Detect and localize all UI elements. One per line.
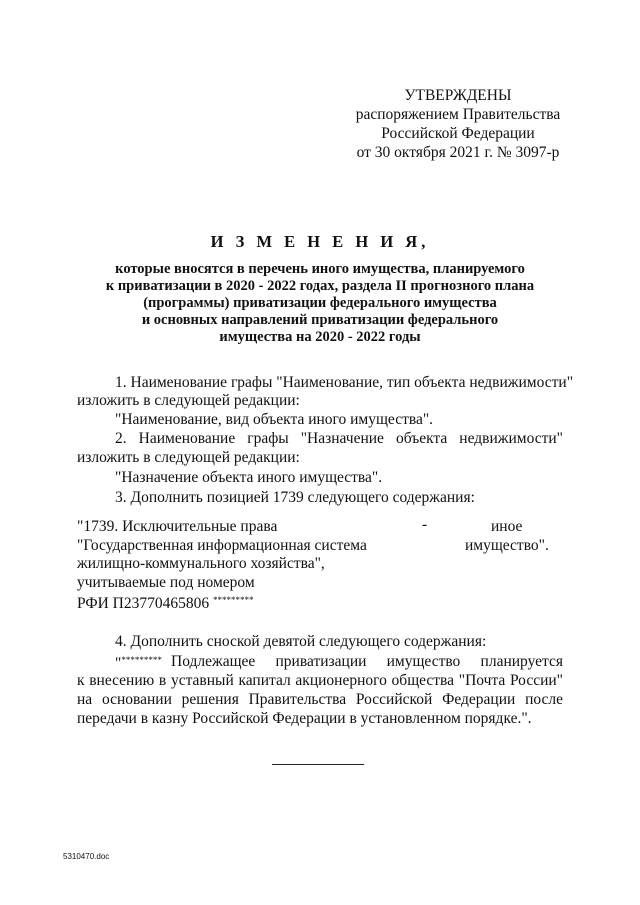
footnote-mark: ********* [121,655,162,665]
footnote-open-quote: " [115,655,122,672]
subtitle-line-2: к приватизации в 2020 - 2022 годах, раздела II прогнозного плана [105,278,535,294]
footnote-line-1: Подлежащее приватизации имущество планируется [171,653,563,670]
footnote-line-4: передачи в казну Российской Федерации в установленном порядке.". [77,710,532,727]
rfi-number: РФИ П23770465806 [77,595,210,612]
document-subtitle [60,261,580,346]
approval-line-2: Российской Федерации [381,125,535,142]
subtitle-line-4: и основных направлений приватизации федерального [141,312,499,328]
item-1-line-2: изложить в следующей редакции: [77,392,300,409]
item-4-line-1: 4. Дополнить сноской девятой следующего содержания: [115,633,487,650]
approval-line-1: распоряжением Правительства [355,106,561,123]
approval-line-3: от 30 октября 2021 г. № 3097-р [356,144,560,161]
position-type-line-2: имущество". [465,537,549,554]
closing-rule [272,764,364,765]
item-2-line-2: изложить в следующей редакции: [77,449,300,466]
approval-block [330,86,586,162]
subtitle-line-5: имущества на 2020 - 2022 годы [219,329,421,345]
footnote-line-3: на основании решения Правительства Российской Федерации после [77,691,563,708]
item-1-line-1: 1. Наименование графы "Наименование, тип объекта недвижимости" [115,374,574,391]
item-1-quote: "Наименование, вид объекта иного имущества". [115,411,434,428]
item-3-line-1: 3. Дополнить позицией 1739 следующего содержания: [115,489,475,506]
footnote-mark-group [115,651,162,674]
position-name-line-2: "Государственная информационная система [77,537,367,554]
document-id: 5310470.doc [63,852,110,861]
position-name-line-3: жилищно-коммунального хозяйства", [77,555,325,572]
position-name-line-1: "1739. Исключительные права [77,518,278,535]
position-type-line-1: иное [491,518,523,535]
subtitle-line-3: (программы) приватизации федерального имущества [143,295,497,311]
item-2-quote: "Назначение объекта иного имущества". [115,469,383,486]
position-name-line-4: учитываемые под номером [77,574,255,591]
approval-title: УТВЕРЖДЕНЫ [404,87,512,104]
position-rfi [77,591,254,614]
position-dash: - [422,516,428,533]
rfi-footnote-mark: ********* [213,595,254,605]
item-2-line-1: 2. Наименование графы "Назначение объекта недвижимости" [115,430,563,447]
subtitle-line-1: которые вносятся в перечень иного имущества, планируемого [115,261,525,277]
document-title: И З М Е Н Е Н И Я, [210,232,430,251]
footnote-line-2: к внесению в уставный капитал акционерного общества "Почта России" [77,672,563,689]
